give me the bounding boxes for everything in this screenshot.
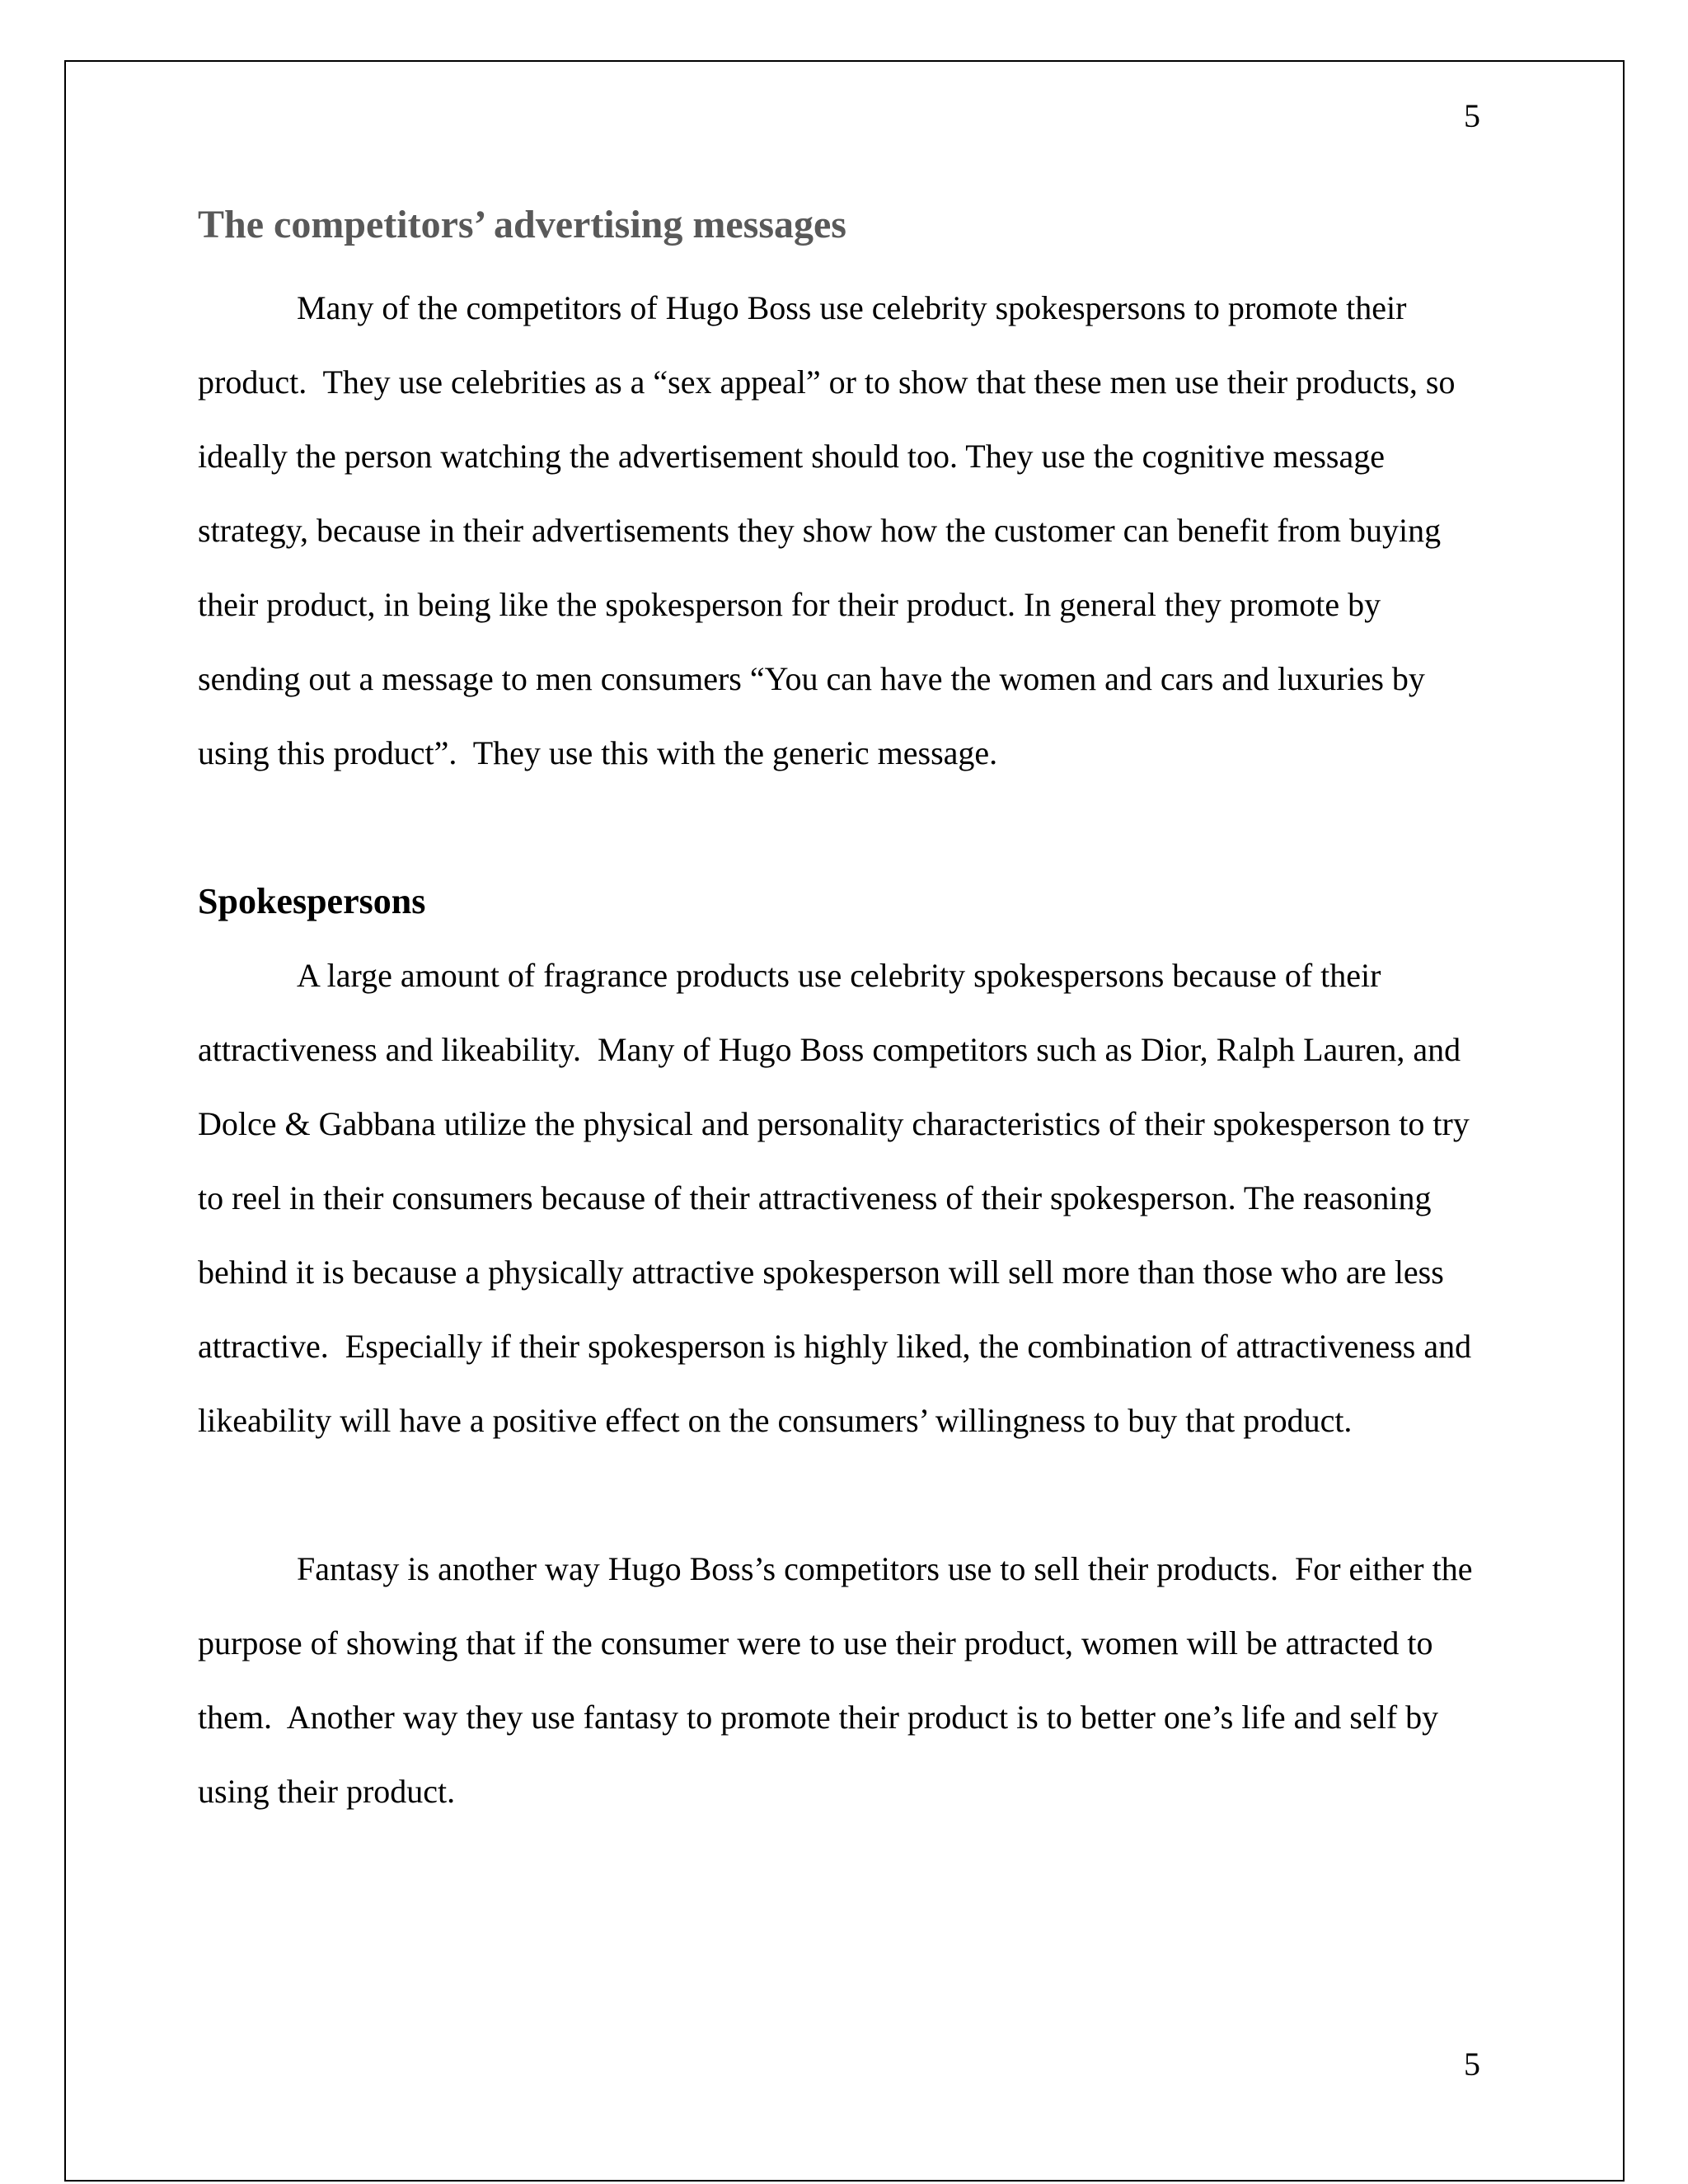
page-number-top: 5 (1464, 97, 1480, 134)
paragraph-fantasy: Fantasy is another way Hugo Boss’s competitors use to sell their products. For either the purpose of showing that if the consumer were to use their product, women will be attracted to them. Another way they use fantasy to promote their product is to better one’s life and self by using their product. (198, 1550, 1481, 1810)
document-content (198, 0, 1488, 1829)
page-number-bottom: 5 (1464, 2046, 1480, 2083)
heading-competitors-advertising-messages: The competitors’ advertising messages (198, 203, 846, 246)
paragraph-competitors-advertising: Many of the competitors of Hugo Boss use celebrity spokespersons to promote their product. They use celebrities as a “sex appeal” or to show that these men use their products, so ideally the person watching the advertisement should too. They use the cognitive message strategy, because in their advertisements they show how the customer can benefit from buying their product, in being like the spokesperson for their product. In general they promote by sending out a message to men consumers “You can have the women and cars and luxuries by using this product”. They use this with the generic message. (198, 289, 1464, 771)
paragraph-spokespersons: A large amount of fragrance products use celebrity spokespersons because of their attractiveness and likeability. Many of Hugo Boss competitors such as Dior, Ralph Lauren, and Dolce & Gabbana utilize the physical and personality characteristics of their spokesperson to try to reel in their consumers because of their attractiveness of their spokesperson. The reasoning behind it is because a physically attractive spokesperson will sell more than those who are less attractive. Especially if their spokesperson is highly liked, the combination of attractiveness and likeability will have a positive effect on the consumers’ willingness to buy that product. (198, 957, 1480, 1439)
subheading-spokespersons: Spokespersons (198, 881, 426, 921)
